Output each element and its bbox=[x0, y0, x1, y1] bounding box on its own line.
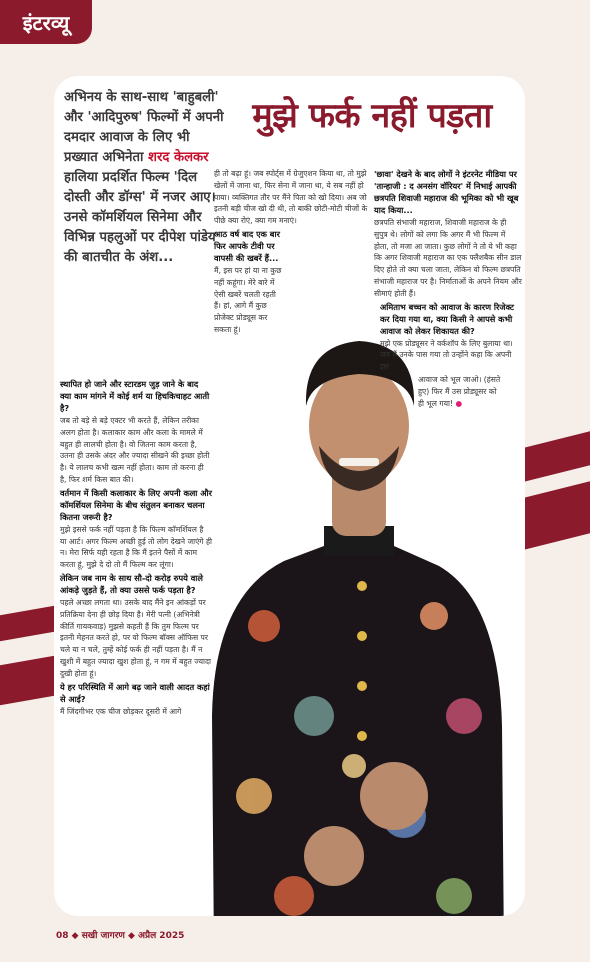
column-2 bbox=[214, 168, 368, 337]
answer: पहले अच्छा लगता था। उसके बाद मैंने इन आंकड़ों पर प्रतिक्रिया देना ही छोड़ दिया है। मेरी पत्नी (अभिनेत्री कीर्ति गायकवाड़) मुझसे कहती हैं कि तुम फिल्म पर इतनी मेहनत करते हो, पर वो फिल्म बॉक्स ऑफिस पर चले या न चले, तुम्हें कोई फर्क ही नहीं पड़ता है। मैं न खुशी में बहुत ज्यादा खुश होता हूं, न गम में बहुत ज्यादा दुखी होता हूं। bbox=[60, 597, 211, 678]
article-card bbox=[54, 76, 525, 916]
question: आठ वर्ष बाद एक बार फिर आपके टीवी पर वापसी की खबरें हैं... bbox=[214, 228, 280, 263]
answer: ही तो बढ़ा हूं। जब स्पोर्ट्स में ग्रेजुएशन किया था, तो मुझे खेलों में जाना था, फिर सेना में जाना था, ये सब नहीं हो पाया। व्यक्तिगत तौर पर मैंने पिता को खो दिया। अब जो इतनी बड़ी चीज खो दी थी, तो बाकी छोटी-मोटी चीजों के पीछे क्या रोएं, क्या गम मनाएं। bbox=[214, 169, 368, 226]
decorative-stripe bbox=[0, 605, 60, 642]
answer bbox=[418, 374, 502, 409]
answer: मुझे इससे फर्क नहीं पड़ता है कि फिल्म कॉमर्शियल है या आर्ट। अगर फिल्म अच्छी हुई तो लोग देखने जाएंगे ही न। मेरा सिर्फ यही रहता है कि मैं इतने पैसों में काम करता हूं, मुझे दे दो तो मैं फिल्म कर लूंगा। bbox=[60, 524, 212, 570]
decorative-stripe bbox=[0, 655, 60, 706]
column-3 bbox=[374, 168, 522, 410]
intro-after: हालिया प्रदर्शित फिल्म 'दिल दोस्ती और डॉग्स' में नजर आए। उनसे कॉमर्शियल सिनेमा और विभिन्न पहलुओं पर दीपेश पांडेय की बातचीत के अंश... bbox=[64, 170, 216, 265]
question: अमिताभ बच्चन को आवाज के कारण रिजेक्ट कर दिया गया था, क्या किसी ने आपसे कभी आवाज को लेकर शिकायत की? bbox=[380, 301, 515, 336]
answer: मैं जिंदगीभर एक चीज छोड़कर दूसरी में आगे bbox=[60, 706, 182, 716]
answer: जब तो बड़े से बड़े एक्टर भी करते हैं, लेकिन तरीका अलग होता है। कलाकार काम और कला के मामले में बहुत ही लालची होता है। वो जितना काम करता है, उतना ही उसके अंदर और ज्यादा सीखने की इच्छा होती है। ये लालच कभी खत्म नहीं होता। काम तो करना ही है, फिर शर्म किस बात की। bbox=[60, 416, 210, 484]
actor-name: शरद केलकर bbox=[148, 150, 209, 165]
answer: छत्रपति संभाजी महाराज, शिवाजी महाराज के ही सुपुत्र थे। लोगों को लगा कि अगर मैं भी फिल्म में होता, तो मजा आ जाता। कुछ लोगों ने तो ये भी कहा कि अगर शिवाजी महाराज का एक फ्लैशबैक सीन डाल दिए होते तो क्या चला जाता, लेकिन वो फिल्म छत्रपति संभाजी महाराज पर है। निर्माताओं के अपने नियम और सीमाएं होती हैं। bbox=[374, 218, 522, 298]
answer-text: आवाज को भूल जाओ। (हंसते हुए) फिर मैं उस प्रोड्यूसर को ही भूल गया! bbox=[418, 374, 501, 408]
intro-paragraph bbox=[64, 88, 224, 268]
question: ये हर परिस्थिति में आगे बढ़ जाने वाली आदत कहां से आई? bbox=[60, 681, 210, 704]
question: स्थापित हो जाने और स्टारडम जुड़ जाने के बाद क्या काम मांगने में कोई शर्म या हिचकिचाहट आती है? bbox=[60, 379, 210, 413]
page-footer: 08 ◆ सखी जागरण ◆ अप्रैल 2025 bbox=[56, 931, 185, 941]
question: 'छावा' देखने के बाद लोगों ने इंटरनेट मीडिया पर 'तान्हाजी : द अनसंग वॉरियर' में निभाई आपकी छत्रपति शिवाजी महाराज की भूमिका को भी खूब याद किया... bbox=[374, 169, 519, 215]
question: लेकिन जब नाम के साथ सौ-दो करोड़ रुपये वाले आंकड़े जुड़ते हैं, तो क्या उससे फर्क पड़ता है? bbox=[60, 572, 203, 595]
answer: मैं, इस पर हां या ना कुछ नहीं कहूंगा। मेरे बारे में ऐसी खबरें चलती रहती हैं। हां, आगे मैं कुछ प्रोजेक्ट प्रोड्यूस कर सकता हूं। bbox=[214, 265, 282, 334]
decorative-stripe bbox=[520, 431, 590, 482]
intro-before: अभिनय के साथ-साथ 'बाहुबली' और 'आदिपुरुष' फिल्मों में अपनी दमदार आवाज के लिए भी प्रख्यात अभिनेता bbox=[64, 90, 224, 165]
article-headline: मुझे फर्क नहीं पड़ता bbox=[252, 96, 492, 136]
section-label: इंटरव्यू bbox=[0, 0, 92, 44]
decorative-stripe bbox=[520, 481, 590, 550]
answer: मुझे एक प्रोड्यूसर ने वर्कशॉप के लिए बुलाया था। जब मैं उनके पास गया तो उन्होंने कहा कि अपनी इस bbox=[380, 338, 513, 372]
column-1 bbox=[60, 378, 212, 718]
question: वर्तमान में किसी कलाकार के लिए अपनी कला और कॉमर्शियल सिनेमा के बीच संतुलन बनाकर चलना कितना जरूरी है? bbox=[60, 487, 213, 522]
end-mark-icon: ● bbox=[455, 398, 463, 408]
